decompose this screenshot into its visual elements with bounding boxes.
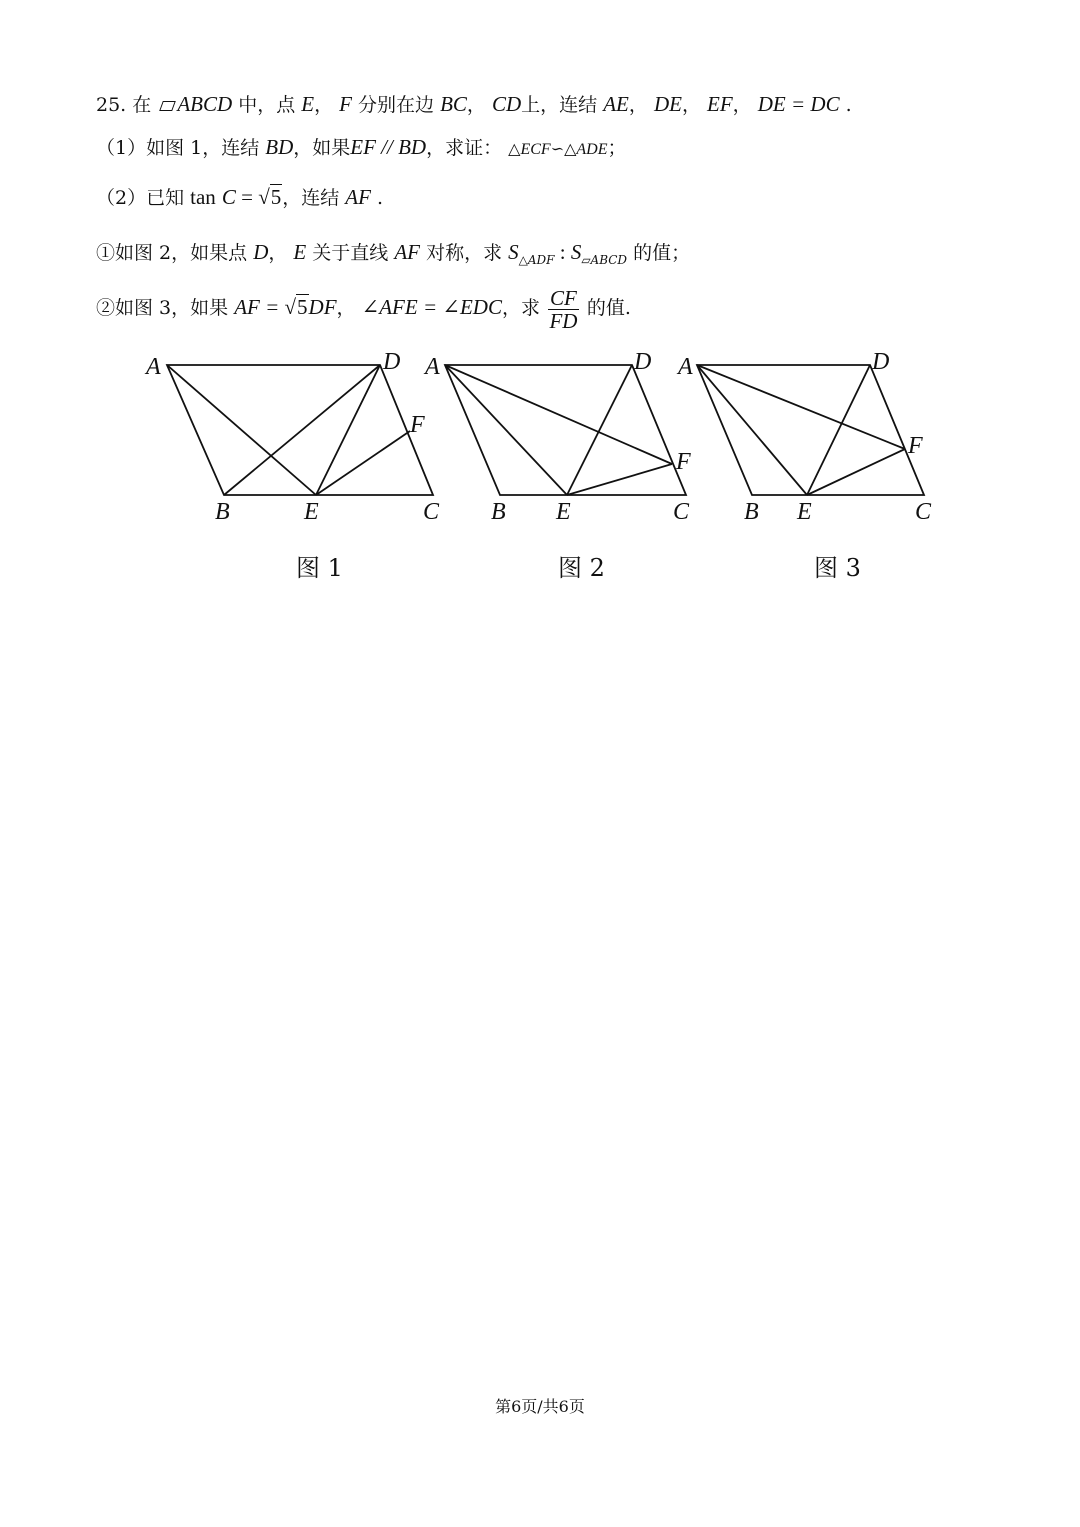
segment-ae bbox=[697, 365, 807, 495]
label-e: E bbox=[304, 499, 319, 525]
math: AF = bbox=[234, 295, 285, 319]
segment-de bbox=[567, 365, 632, 495]
label-a: A bbox=[425, 354, 440, 380]
math: tan bbox=[190, 185, 216, 209]
part-2-1-statement bbox=[96, 238, 690, 274]
part-2-2-statement bbox=[96, 282, 631, 333]
text: 的值. bbox=[586, 297, 631, 319]
segment-de bbox=[316, 365, 380, 495]
math: AF bbox=[345, 185, 371, 209]
label-b: B bbox=[491, 499, 506, 525]
parallelogram-abcd bbox=[167, 365, 433, 495]
segment-ef bbox=[567, 464, 672, 495]
figure-1-caption: 图 1 bbox=[296, 554, 343, 582]
segment-ae bbox=[167, 365, 316, 495]
math: AF bbox=[394, 240, 421, 264]
text: ，求 bbox=[501, 297, 540, 319]
segment-ae bbox=[445, 365, 567, 495]
subscript: △ADF bbox=[518, 253, 555, 267]
text: ； bbox=[607, 137, 627, 159]
parallelogram-abcd bbox=[697, 365, 924, 495]
label-d: D bbox=[383, 349, 401, 375]
math: EF bbox=[707, 92, 733, 116]
segment-ef bbox=[316, 431, 410, 495]
segment-ef bbox=[807, 449, 905, 495]
label-b: B bbox=[215, 499, 230, 525]
math: BD bbox=[265, 135, 294, 159]
text: ②如图 3，如果 bbox=[96, 297, 229, 319]
segment-af bbox=[697, 365, 905, 449]
fraction-denominator: FD bbox=[549, 308, 578, 333]
math: E bbox=[301, 92, 315, 116]
math: E bbox=[293, 240, 307, 264]
label-a: A bbox=[146, 354, 161, 380]
figure-3-caption: 图 3 bbox=[814, 554, 861, 582]
figure-3 bbox=[675, 345, 960, 530]
label-f: F bbox=[676, 449, 691, 475]
math: C bbox=[221, 185, 236, 209]
sqrt-expression: √5 bbox=[284, 295, 308, 319]
text: ， bbox=[336, 297, 356, 319]
label-e: E bbox=[556, 499, 571, 525]
page-footer: 第6页/共6页 bbox=[495, 1397, 585, 1416]
text: 的值； bbox=[633, 242, 691, 264]
part-1-statement bbox=[96, 133, 627, 164]
math: S bbox=[570, 240, 582, 264]
text: ， bbox=[628, 94, 648, 116]
text: 上，连结 bbox=[521, 94, 598, 116]
math: DE bbox=[653, 92, 682, 116]
label-f: F bbox=[410, 412, 425, 438]
label-d: D bbox=[634, 349, 652, 375]
segment-de bbox=[807, 365, 870, 495]
text: ， bbox=[732, 94, 752, 116]
parallelogram-symbol-icon bbox=[159, 101, 176, 111]
label-e: E bbox=[797, 499, 812, 525]
part-2-statement bbox=[96, 183, 383, 212]
math: : bbox=[554, 240, 571, 264]
text: ， bbox=[681, 94, 701, 116]
math: = bbox=[235, 185, 259, 209]
sqrt-expression: √5 bbox=[258, 185, 282, 209]
math: EF // BD bbox=[350, 135, 427, 159]
math: △ECF∽△ADE bbox=[508, 141, 608, 158]
figure-2 bbox=[420, 345, 710, 530]
label-c: C bbox=[915, 499, 932, 525]
math: CD bbox=[491, 92, 522, 116]
math: ∠AFE = ∠EDC bbox=[361, 295, 502, 319]
math: BC bbox=[440, 92, 467, 116]
text: 对称，求 bbox=[426, 242, 503, 264]
text: 中，点 bbox=[238, 94, 296, 116]
math: ABCD bbox=[177, 92, 233, 116]
math: D bbox=[253, 240, 269, 264]
label-c: C bbox=[423, 499, 440, 525]
figure-2-caption: 图 2 bbox=[558, 554, 605, 582]
text: ，求证： bbox=[426, 137, 503, 159]
text: ， bbox=[268, 242, 288, 264]
segment-bd bbox=[224, 365, 380, 495]
label-d: D bbox=[872, 349, 890, 375]
fraction-cf-fd bbox=[548, 287, 579, 332]
fraction-numerator: CF bbox=[550, 285, 577, 310]
text: （1）如图 1，连结 bbox=[96, 137, 260, 159]
parallelogram-abcd bbox=[445, 365, 686, 495]
math: DE = DC bbox=[757, 92, 840, 116]
problem-statement bbox=[96, 90, 852, 119]
radicand: 5 bbox=[270, 185, 282, 209]
math: DF bbox=[308, 295, 337, 319]
math: S bbox=[508, 240, 519, 264]
text: 关于直线 bbox=[312, 242, 389, 264]
text: ， bbox=[314, 94, 334, 116]
text: . bbox=[377, 187, 384, 209]
text: ，如果 bbox=[293, 137, 351, 159]
label-a: A bbox=[678, 354, 693, 380]
text: 25. 在 bbox=[96, 94, 152, 116]
math: AE bbox=[603, 92, 629, 116]
label-c: C bbox=[673, 499, 690, 525]
text: 分别在边 bbox=[358, 94, 435, 116]
radicand: 5 bbox=[297, 295, 308, 319]
math: F bbox=[339, 92, 352, 116]
figure-1 bbox=[140, 345, 450, 530]
text: ， bbox=[466, 94, 486, 116]
text: . bbox=[845, 94, 852, 116]
subscript: ▱ABCD bbox=[581, 253, 628, 267]
text: ，连结 bbox=[282, 187, 340, 209]
text: ①如图 2，如果点 bbox=[96, 242, 248, 264]
text: （2）已知 bbox=[96, 187, 185, 209]
label-f: F bbox=[908, 433, 923, 459]
label-b: B bbox=[744, 499, 759, 525]
